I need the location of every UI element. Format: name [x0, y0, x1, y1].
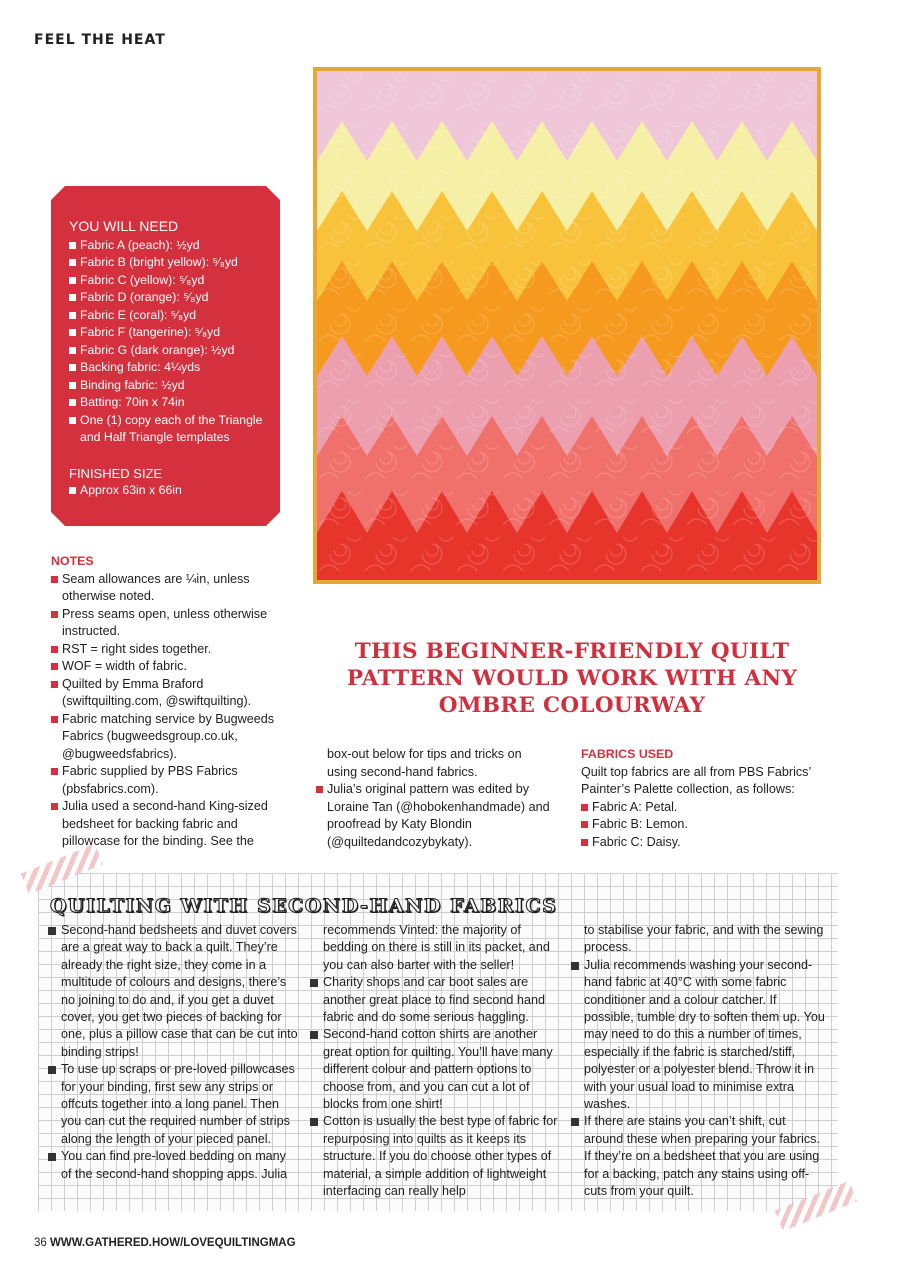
list-item: If there are stains you can’t shift, cut around these when preparing your fabrics. If they’re on a bedsheet that you are using for a backing, patch any stains using off-cuts from your quilt.: [571, 1113, 827, 1200]
list-item: Backing fabric: 4¼yds: [69, 359, 277, 377]
list-item: To use up scraps or pre-loved pillowcases for your binding, first sew any strips or offcuts together into a long panel. Then you can cut the required number of strips along the length of your pieced panel.: [48, 1061, 298, 1148]
footer: [34, 1237, 296, 1249]
boxout-column-3: [571, 922, 827, 1201]
you-will-need-box: [51, 186, 280, 526]
boxout-column-2-continued: recommends Vinted: the majority of bedding on there is still in its packet, and you can also barter with the seller!: [323, 923, 550, 972]
notes-continued-list: [316, 781, 552, 851]
magazine-url: WWW.GATHERED.HOW/LOVEQUILTINGMAG: [50, 1237, 296, 1249]
list-item: Fabric B: Lemon.: [581, 816, 831, 834]
list-item: Fabric F (tangerine): ⁵⁄₈yd: [69, 324, 277, 342]
list-item: Quilted by Emma Braford (swiftquilting.com, @swiftquilting).: [51, 676, 291, 711]
notes-heading: NOTES: [51, 554, 94, 568]
notes-column: [51, 553, 291, 851]
list-item: Cotton is usually the best type of fabric for repurposing into quilts as it keeps its structure. If you do choose other types of material, a simple addition of lightweight interfacing can really help: [310, 1113, 562, 1200]
list-item: Seam allowances are ¼in, unless otherwise noted.: [51, 571, 291, 606]
list-item: Fabric G (dark orange): ½yd: [69, 342, 277, 360]
fabrics-used-heading: FABRICS USED: [581, 747, 674, 761]
list-item: Charity shops and car boot sales are another great place to find second hand fabric and do some serious haggling.: [310, 974, 562, 1026]
list-item: Julia’s original pattern was edited by Loraine Tan (@hobokenhandmade) and proofread by Katy Blondin (@quiltedandcozybykaty).: [316, 781, 552, 851]
finished-size-heading: FINISHED SIZE: [69, 465, 163, 481]
boxout-column-2: [310, 922, 562, 1201]
fabrics-used-column: [581, 746, 831, 851]
quilt-illustration: [317, 71, 817, 580]
list-item: RST = right sides together.: [51, 641, 291, 659]
boxout-column-3-continued: to stabilise your fabric, and with the sewing process.: [584, 923, 824, 955]
list-item: Fabric matching service by Bugweeds Fabrics (bugweedsgroup.co.uk, @bugweedsfabrics).: [51, 711, 291, 764]
list-item: WOF = width of fabric.: [51, 658, 291, 676]
boxout-title: QUILTING WITH SECOND-HAND FABRICS: [50, 895, 558, 917]
list-item: Julia recommends washing your second-hand fabric at 40°C with some fabric conditioner and a colour catcher. If possible, tumble dry to soften them up. You may need to do this a number of times, especially if the fabric is starched/stiff, polyester or a polyester blend. Throw it in with your usual load to minimise extra washes.: [571, 957, 827, 1114]
page-number: 36: [34, 1237, 47, 1249]
list-item: Fabric C (yellow): ⁵⁄₈yd: [69, 272, 277, 290]
list-item: Batting: 70in x 74in: [69, 394, 277, 412]
quilt-photo: [313, 67, 821, 584]
fabrics-used-intro: Quilt top fabrics are all from PBS Fabrics’ Painter’s Palette collection, as follows:: [581, 764, 811, 796]
finished-size-list: [69, 482, 277, 500]
boxout-column-1: [48, 922, 298, 1183]
notes-continued-column: [316, 746, 552, 851]
notes-list: [51, 571, 291, 851]
list-item: Fabric D (orange): ⁵⁄₈yd: [69, 289, 277, 307]
list-item: Binding fabric: ½yd: [69, 377, 277, 395]
you-will-need-heading: YOU WILL NEED: [69, 218, 179, 234]
list-item: Press seams open, unless otherwise instructed.: [51, 606, 291, 641]
pull-quote: THIS BEGINNER-FRIENDLY QUILT PATTERN WOULD WORK WITH ANY OMBRE COLOURWAY: [346, 639, 798, 718]
list-item: Fabric C: Daisy.: [581, 834, 831, 852]
list-item: Fabric supplied by PBS Fabrics (pbsfabrics.com).: [51, 763, 291, 798]
list-item: One (1) copy each of the Triangle and Half Triangle templates: [69, 412, 277, 447]
list-item: Second-hand cotton shirts are another great option for quilting. You’ll have many different colour and pattern options to choose from, and you can cut a lot of blocks from one shirt!: [310, 1026, 562, 1113]
fabrics-used-list: [581, 799, 831, 852]
list-item: Second-hand bedsheets and duvet covers are a great way to back a quilt. They’re already the right size, they come in a multitude of colours and designs, there’s no joining to do and, if you get a duvet cover, you get two pieces of backing for one, plus a pillow case that can be cut into binding strips!: [48, 922, 298, 1061]
notes-continued-text: box-out below for tips and tricks on using second-hand fabrics.: [327, 747, 522, 779]
list-item: Fabric B (bright yellow): ⁵⁄₈yd: [69, 254, 277, 272]
list-item: Fabric E (coral): ⁵⁄₈yd: [69, 307, 277, 325]
list-item: You can find pre-loved bedding on many of the second-hand shopping apps. Julia: [48, 1148, 298, 1183]
section-label: FEEL THE HEAT: [34, 32, 166, 48]
you-will-need-list: [69, 237, 277, 447]
list-item: Fabric A (peach): ½yd: [69, 237, 277, 255]
list-item: Approx 63in x 66in: [69, 482, 277, 500]
list-item: Julia used a second-hand King-sized bedsheet for backing fabric and pillowcase for the binding. See the: [51, 798, 291, 851]
list-item: Fabric A: Petal.: [581, 799, 831, 817]
